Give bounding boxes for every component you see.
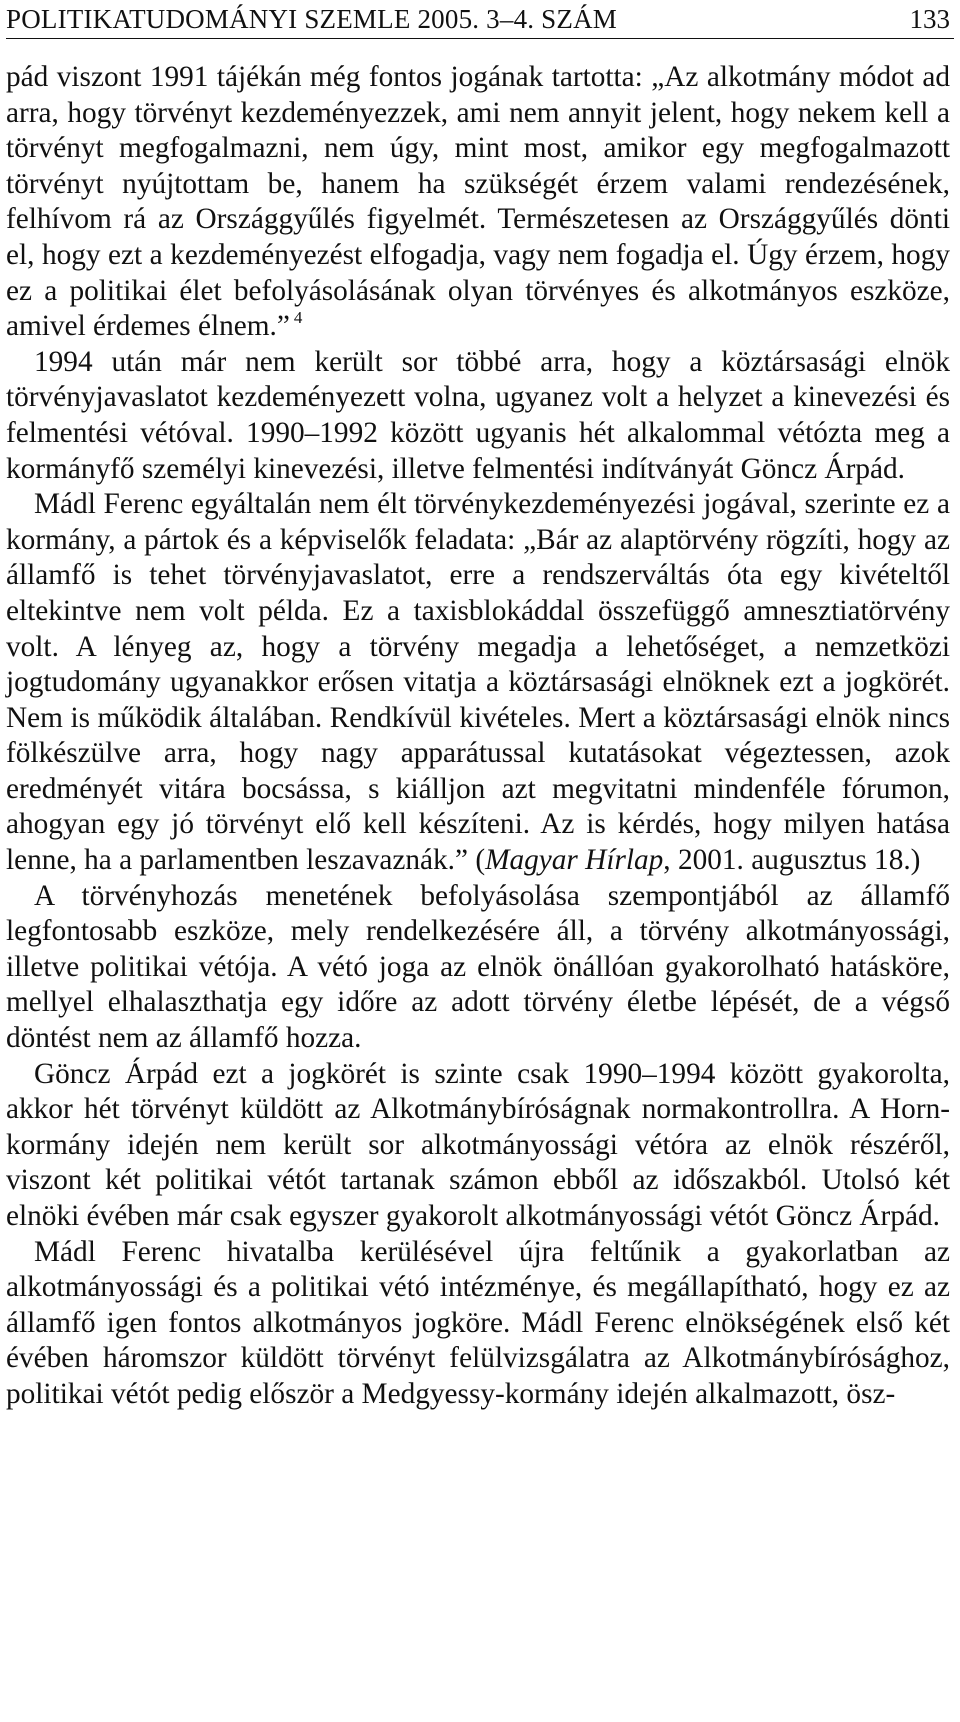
paragraph-5: Göncz Árpád ezt a jogkörét is szinte csak 1990–1994 között gyakorolta, akkor hét törvényt küldött az Alkotmánybíróságnak normakontrollra. A Horn-kormány idején nem került sor alkotmányossági vétóra az elnök részéről, viszont két politikai vétót tartanak számon ebből az időszakból. Utolsó két elnöki évében már csak egyszer gyakorolt alkotmányossági vétót Göncz Árpád. bbox=[6, 1057, 950, 1232]
paragraph-1 bbox=[6, 60, 950, 345]
page-number: 133 bbox=[909, 4, 950, 34]
article-body bbox=[6, 60, 950, 1413]
footnote-marker: 4 bbox=[293, 308, 303, 328]
journal-title: POLITIKATUDOMÁNYI SZEMLE 2005. 3–4. SZÁM bbox=[6, 4, 617, 34]
citation-source: Magyar Hírlap bbox=[485, 844, 664, 877]
citation-open: ( bbox=[475, 844, 486, 877]
paragraph-6: Mádl Ferenc hivatalba kerülésével újra feltűnik a gyakorlatban az alkotmányossági és a politikai vétó intézménye, és megállapítható, hogy ez az államfő igen fontos alkotmányos jogköre. Mádl Ferenc elnökségének első két évében háromszor küldött törvényt felülvizsgálatra az Alkotmánybírósághoz, politikai vétót pedig először a Medgyessy-kormány idején alkalmazott, ösz- bbox=[6, 1235, 950, 1410]
paragraph-4: A törvényhozás menetének befolyásolása szempontjából az államfő legfontosabb eszköze, mely rendelkezésére áll, a törvény alkotmányossági, illetve politikai vétója. A vétó joga az elnök önállóan gyakorolható hatásköre, mellyel elhalaszthatja egy időre az adott törvény életbe lépését, de a végső döntést nem az államfő hozza. bbox=[6, 879, 950, 1055]
paragraph-3 bbox=[6, 487, 950, 879]
paragraph-2: 1994 után már nem került sor többé arra, hogy a köztársasági elnök törvényjavaslatot kezdeményezett volna, ugyanez volt a helyzet a kinevezési és felmentési vétóval. 1990–1992 között ugyanis hét alkalommal vétózta meg a kormányfő személyi kinevezési, illetve felmentési indítványát Göncz Árpád. bbox=[6, 345, 950, 485]
paragraph-1-text: pád viszont 1991 tájékán még fontos jogának tartotta: „Az alkotmány módot ad arra, hogy törvényt kezdeményezzek, ami nem annyit jelent, hogy nekem kell a törvényt megfogalmazni, nem úgy, mint most, amikor egy megfogalmazott törvényt nyújtottam be, hanem ha szükségét érzem valami rendezésének, felhívom rá az Országgyűlés figyelmét. Természetesen az Országgyűlés dönti el, hogy ezt a kezdeményezést elfogadja, vagy nem fogadja el. Úgy érzem, hogy ez a politikai élet befolyásolásának olyan törvényes és alkotmányos eszköze, amivel érdemes élnem.” bbox=[6, 61, 950, 343]
citation-date: , 2001. augusztus 18.) bbox=[663, 844, 921, 877]
running-header bbox=[6, 4, 954, 39]
paragraph-3-text: Mádl Ferenc egyáltalán nem élt törvénykezdeményezési jogával, szerinte ez a kormány, a pártok és a képviselők feladata: „Bár az alaptörvény rögzíti, hogy az államfő is tehet törvényjavaslatot, erre a rendszerváltás óta egy kivételtől eltekintve nem volt példa. Ez a taxisblokáddal összefüggő amnesztiatörvény volt. A lényeg az, hogy a törvény megadja a lehetőséget, a nemzetközi jogtudomány ugyanakkor erősen vitatja a köztársasági elnöknek ezt a jogkörét. Nem is működik általában. Rendkívül kivételes. Mert a köztársasági elnök nincs fölkészülve arra, hogy nagy apparátussal kutatásokat végeztessen, azok eredményét vitára bocsássa, s kiálljon azt megvitatni mindenféle fórumon, ahogyan egy jó törvényt elő kell készíteni. Az is kérdés, hogy milyen hatása lenne, ha a parlamentben leszavaznák.” bbox=[6, 488, 950, 877]
